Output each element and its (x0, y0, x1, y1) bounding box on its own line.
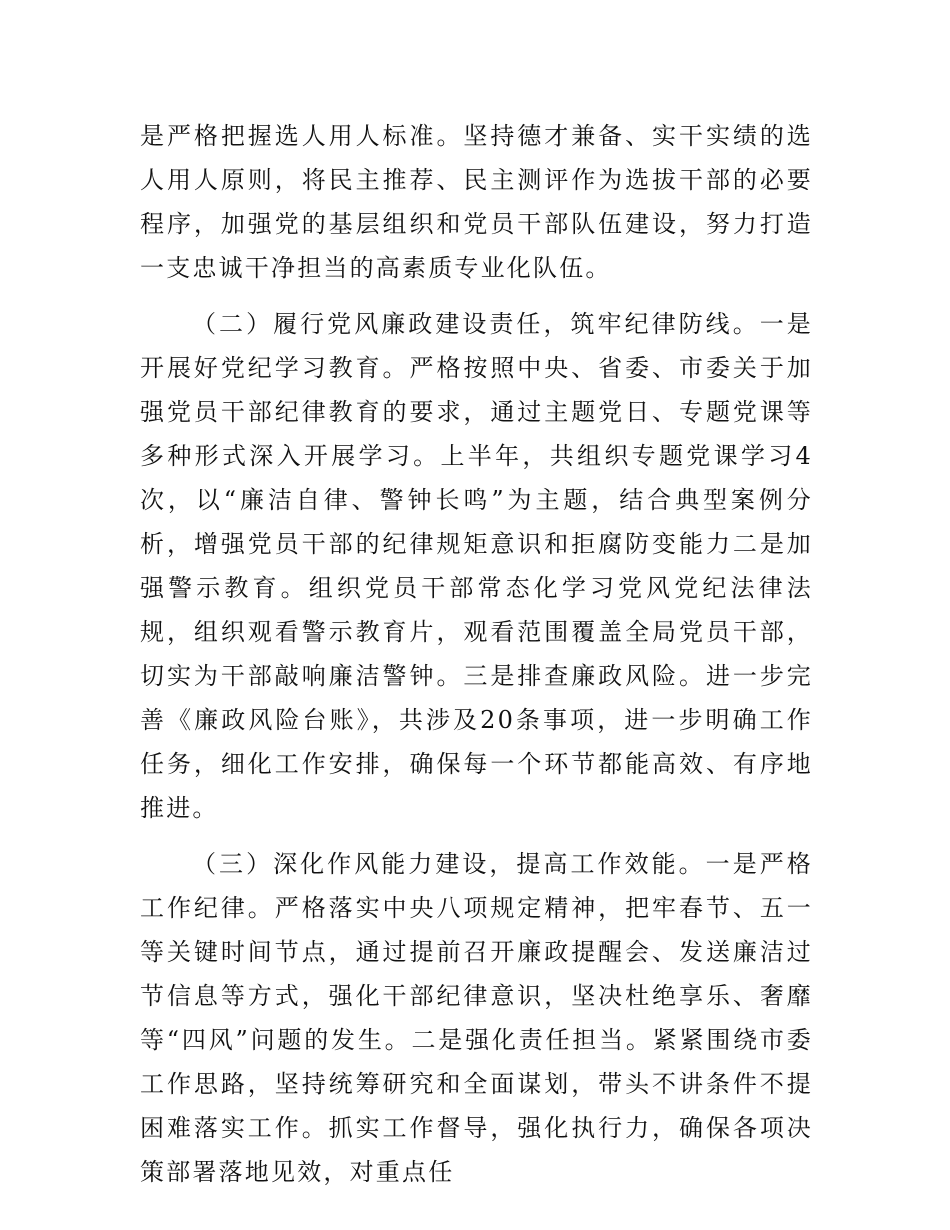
paragraph-continuation: 是严格把握选人用人标准。坚持德才兼备、实干实绩的选人用人原则，将民主推荐、民主测评作为选拔干部的必要程序，加强党的基层组织和党员干部队伍建设，努力打造一支忠诚干净担当的高素质专业化队伍。 (140, 122, 813, 282)
paragraph-section-two: （二）履行党风廉政建设责任，筑牢纪律防线。一是开展好党纪学习教育。严格按照中央、省委、市委关于加强党员干部纪律教育的要求，通过主题党日、专题党课等多种形式深入开展学习。上半年，共组织专题党课学习4次，以“廉洁自律、警钟长鸣”为主题，结合典型案例分析，增强党员干部的纪律规矩意识和拒腐防变能力二是加强警示教育。组织党员干部常态化学习党风党纪法律法规，组织观看警示教育片，观看范围覆盖全局党员干部，切实为干部敲响廉洁警钟。三是排查廉政风险。进一步完善《廉政风险台账》，共涉及20条事项，进一步明确工作任务，细化工作安排，确保每一个环节都能高效、有序地推进。 (140, 310, 813, 822)
paragraph-section-three: （三）深化作风能力建设，提高工作效能。一是严格工作纪律。严格落实中央八项规定精神，把牢春节、五一等关键时间节点，通过提前召开廉政提醒会、发送廉洁过节信息等方式，强化干部纪律意识，坚决杜绝享乐、奢靡等“四风”问题的发生。二是强化责任担当。紧紧围绕市委工作思路，坚持统筹研究和全面谋划，带头不讲条件不提困难落实工作。抓实工作督导，强化执行力，确保各项决策部署落地见效，对重点任 (140, 850, 813, 1186)
document-body (140, 114, 813, 1206)
